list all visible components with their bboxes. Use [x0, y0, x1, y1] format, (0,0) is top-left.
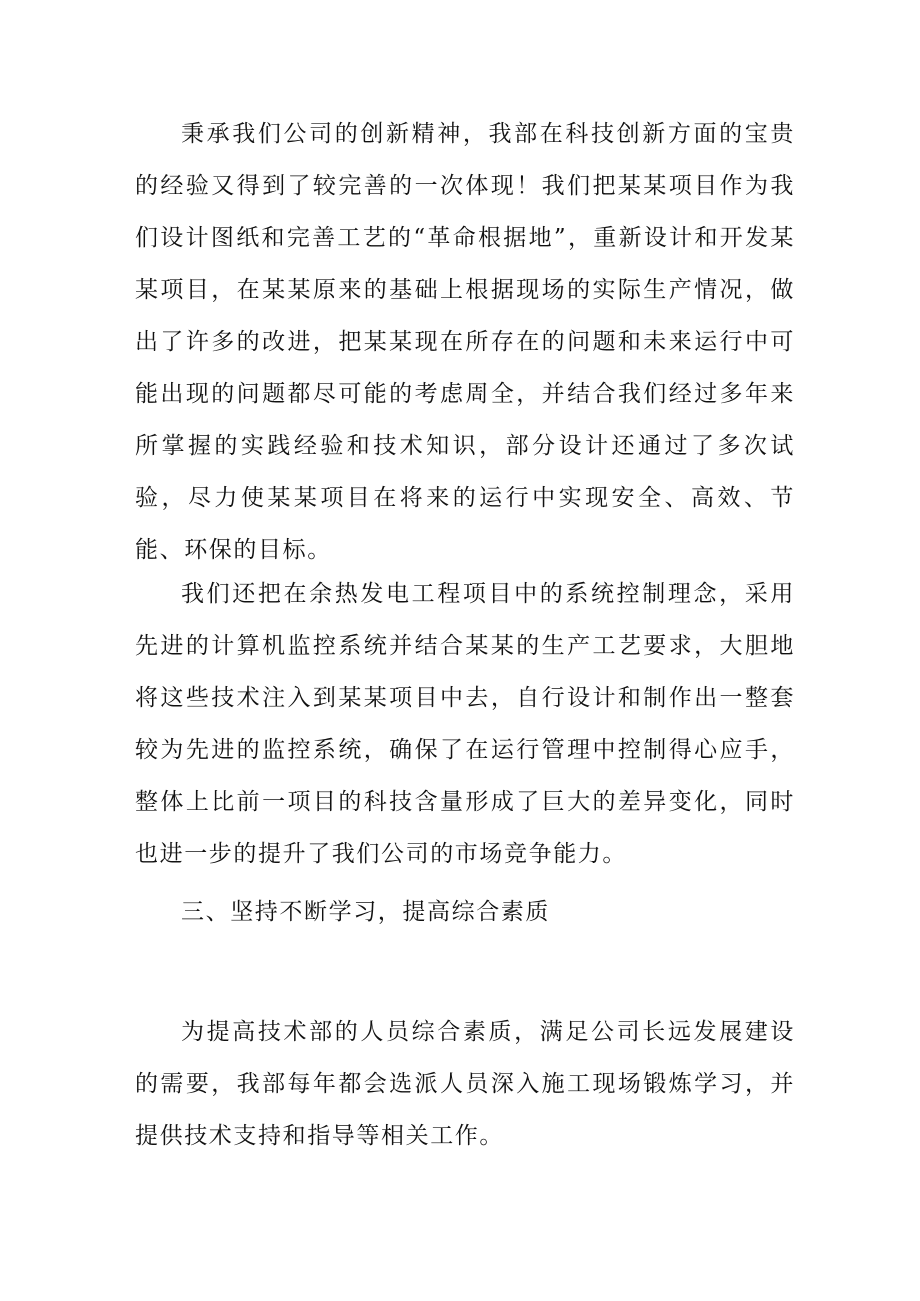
body-paragraph-training: 为提高技术部的人员综合素质，满足公司长远发展建设的需要，我部每年都会选派人员深入施工现场锻炼学习，并提供技术支持和指导等相关工作。	[135, 1019, 795, 1149]
body-paragraph-innovation: 秉承我们公司的创新精神，我部在科技创新方面的宝贵的经验又得到了较完善的一次体现！我们把某某项目作为我们设计图纸和完善工艺的“革命根据地”，重新设计和开发某某项目，在某某原来的基础上根据现场的实际生产情况，做出了许多的改进，把某某现在所存在的问题和未来运行中可能出现的问题都尽可能的考虑周全，并结合我们经过多年来所掌握的实践经验和技术知识，部分设计还通过了多次试验，尽力使某某项目在将来的运行中实现安全、高效、节能、环保的目标。	[135, 121, 795, 563]
body-paragraph-monitoring-system: 我们还把在余热发电工程项目中的系统控制理念，采用先进的计算机监控系统并结合某某的生产工艺要求，大胆地将这些技术注入到某某项目中去，自行设计和制作出一整套较为先进的监控系统，确保了在运行管理中控制得心应手，整体上比前一项目的科技含量形成了巨大的差异变化，同时也进一步的提升了我们公司的市场竞争能力。	[135, 581, 795, 867]
section-heading: 三、坚持不断学习，提高综合素质	[181, 899, 550, 925]
